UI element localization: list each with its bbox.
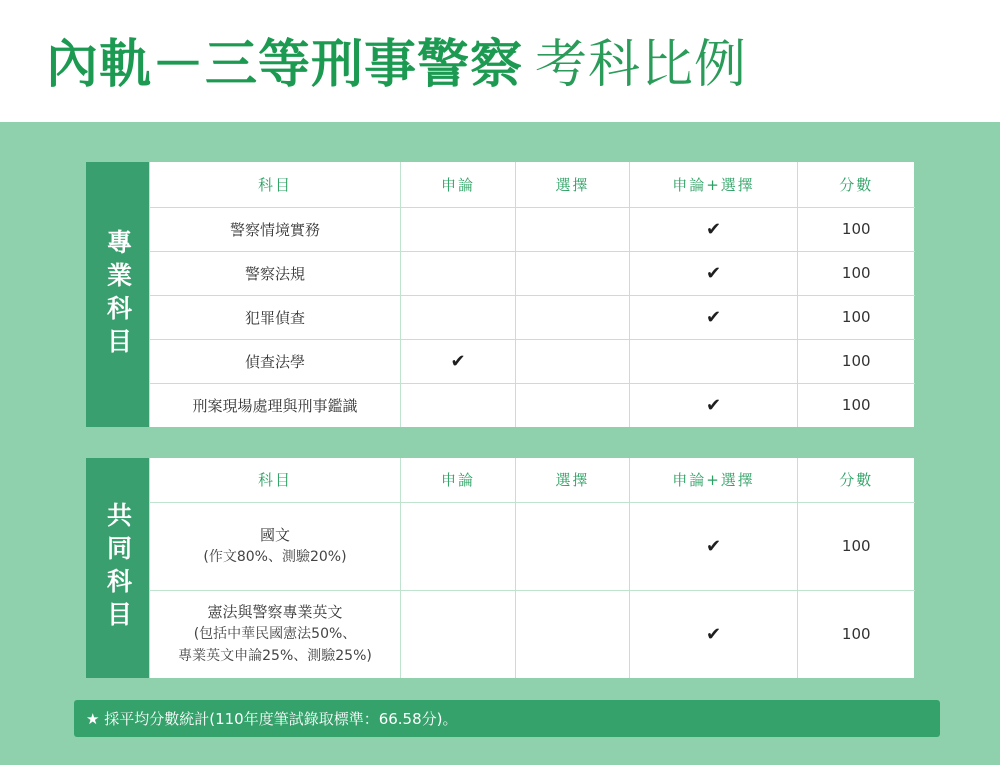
score-cell: 100 [798, 383, 915, 427]
score-cell: 100 [798, 295, 915, 339]
common-subjects-table [86, 458, 914, 678]
score-cell: 100 [798, 207, 915, 251]
essay-cell [401, 251, 516, 295]
table-row [150, 590, 915, 678]
subject-note: (包括中華民國憲法50%、 [193, 626, 357, 643]
choice-cell [516, 251, 630, 295]
score-cell: 100 [798, 251, 915, 295]
subject-note: 專業英文申論25%、測驗25%) [178, 648, 372, 665]
table-row [150, 502, 915, 590]
choice-cell [516, 383, 630, 427]
choice-cell [516, 339, 630, 383]
table-row [150, 295, 915, 339]
column-header-score: 分數 [798, 458, 915, 502]
mixed-check-icon: ✔ [630, 502, 798, 590]
mixed-check-icon: ✔ [630, 251, 798, 295]
choice-cell [516, 295, 630, 339]
subject-cell [150, 502, 401, 590]
column-header-subject: 科目 [150, 458, 401, 502]
mixed-check-icon: ✔ [630, 590, 798, 678]
score-cell: 100 [798, 590, 915, 678]
subject-name: 憲法與警察專業英文 [207, 603, 343, 622]
choice-cell [516, 590, 630, 678]
page-header [0, 0, 1000, 122]
footer-note: ★ 採平均分數統計(110年度筆試錄取標準：66.58分)。 [86, 710, 458, 728]
score-cell: 100 [798, 339, 915, 383]
essay-cell [401, 502, 516, 590]
essay-check-icon: ✔ [401, 339, 516, 383]
title-main: 內軌－三等刑事警察 [46, 35, 524, 95]
table-row [150, 383, 915, 427]
subject-cell: 偵查法學 [150, 339, 401, 383]
mixed-cell [630, 339, 798, 383]
column-header-essay: 申論 [401, 458, 516, 502]
common-side-text: 共同科目 [103, 502, 133, 634]
professional-subjects-table [86, 162, 914, 427]
column-header-mixed: 申論+選擇 [630, 458, 798, 502]
essay-cell [401, 383, 516, 427]
table-header-row [150, 458, 915, 502]
common-side-label [86, 458, 149, 678]
footer-note-bar [74, 700, 940, 737]
subject-cell: 犯罪偵查 [150, 295, 401, 339]
mixed-check-icon: ✔ [630, 295, 798, 339]
mixed-check-icon: ✔ [630, 383, 798, 427]
essay-cell [401, 590, 516, 678]
table-row [150, 339, 915, 383]
subject-cell: 警察情境實務 [150, 207, 401, 251]
essay-cell [401, 295, 516, 339]
score-cell: 100 [798, 502, 915, 590]
subject-note: (作文80%、測驗20%) [203, 549, 347, 565]
table-header-row [150, 162, 915, 207]
essay-cell [401, 207, 516, 251]
mixed-check-icon: ✔ [630, 207, 798, 251]
column-header-subject: 科目 [150, 162, 401, 207]
professional-table [149, 162, 915, 427]
subject-cell [150, 590, 401, 678]
column-header-choice: 選擇 [516, 162, 630, 207]
choice-cell [516, 207, 630, 251]
subject-cell: 警察法規 [150, 251, 401, 295]
choice-cell [516, 502, 630, 590]
column-header-choice: 選擇 [516, 458, 630, 502]
table-row [150, 207, 915, 251]
professional-side-text: 專業科目 [103, 228, 133, 361]
subject-cell: 刑案現場處理與刑事鑑識 [150, 383, 401, 427]
table-row [150, 251, 915, 295]
column-header-score: 分數 [798, 162, 915, 207]
professional-side-label [86, 162, 149, 427]
column-header-essay: 申論 [401, 162, 516, 207]
subject-name: 國文 [259, 526, 290, 544]
title-sub: 考科比例 [535, 35, 748, 95]
page-title [46, 30, 747, 100]
common-table [149, 458, 915, 678]
column-header-mixed: 申論+選擇 [630, 162, 798, 207]
